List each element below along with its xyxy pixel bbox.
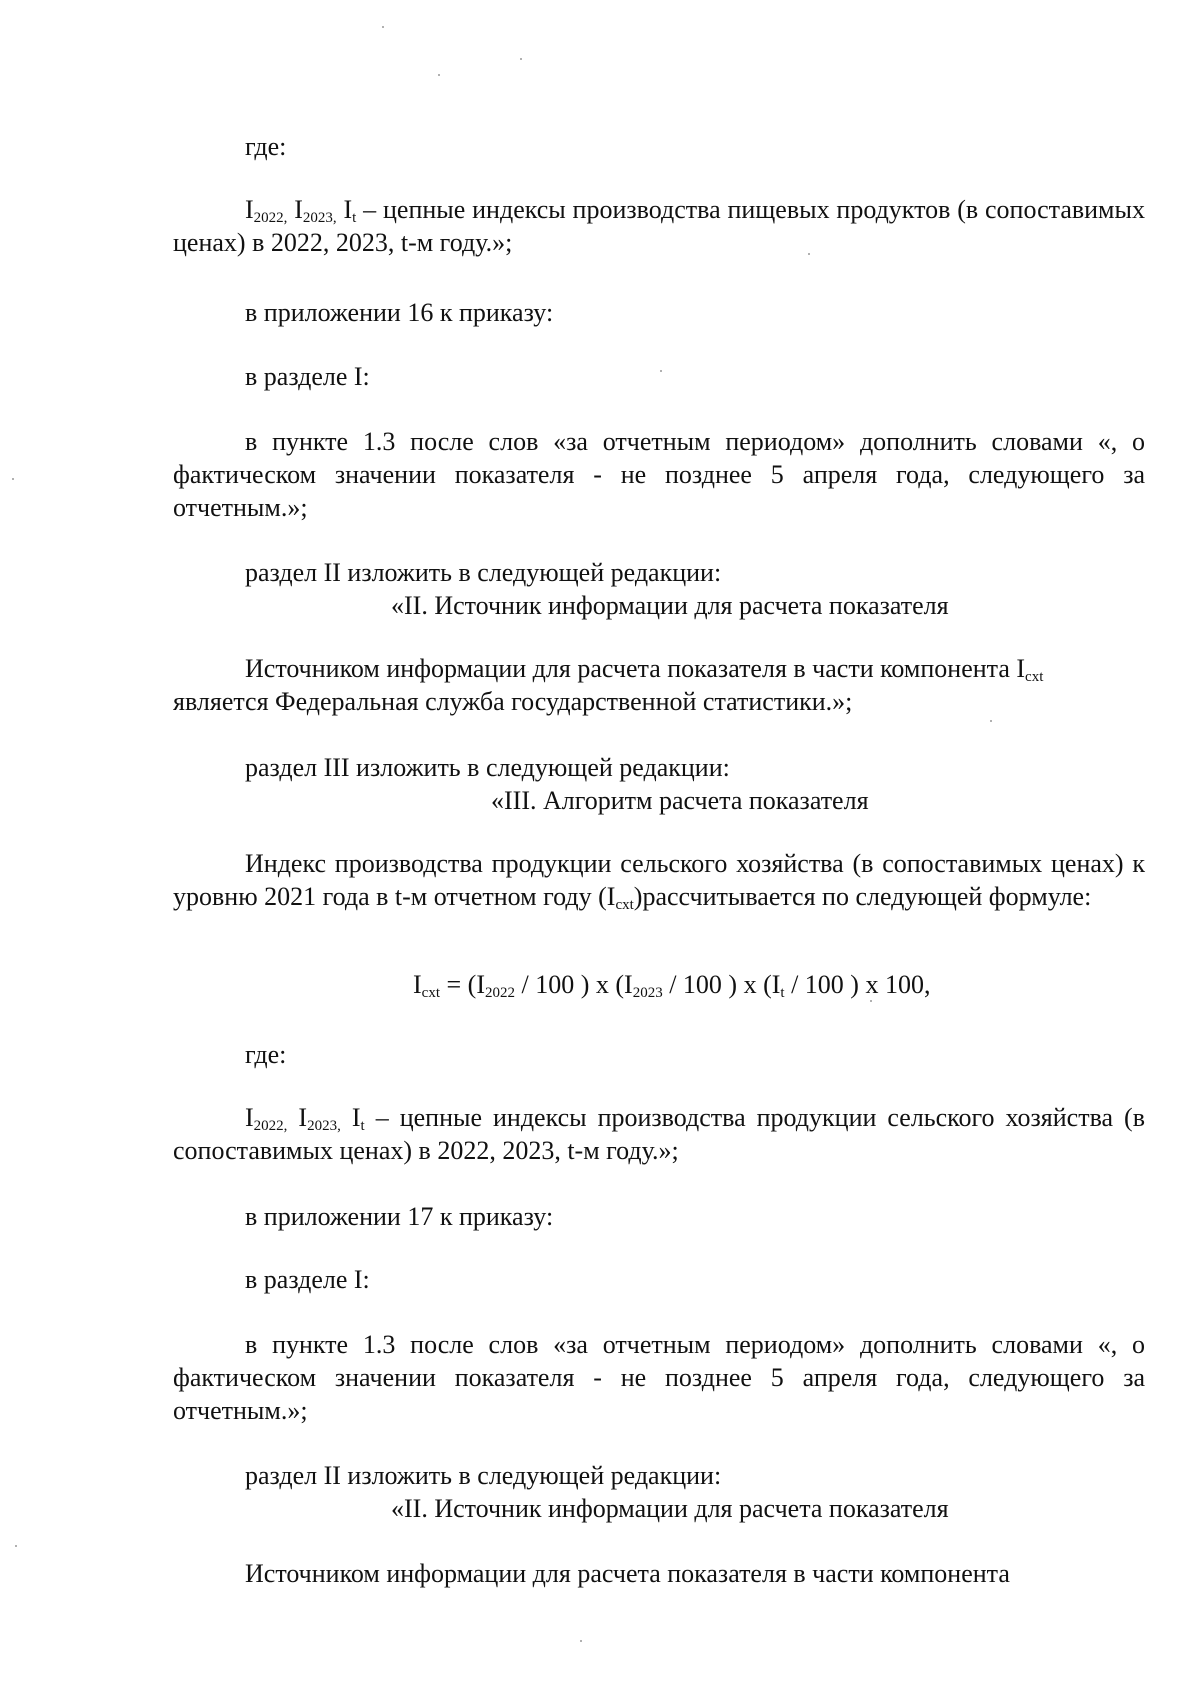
i2022-sub: 2022, [253,210,288,226]
heading-algorithm: «III. Алгоритм расчета показателя [491,786,869,815]
it-base: I [336,195,353,224]
food-indices-text: – цепные индексы производства пищевых продуктов (в сопоставимых ценах) в 2022, 2023, t-м году.»; [173,195,1145,257]
formula-lhs-sub: cxt [421,985,440,1001]
paragraph-algorithm [173,847,1145,913]
i2023-base-2: I [287,1103,308,1132]
scan-speck [808,253,810,255]
algorithm-text-2: )рассчитывается по следующей формуле: [633,882,1092,911]
scan-speck [870,1000,872,1002]
i2023-sub: 2023, [302,210,337,226]
paragraph-agri-indices [173,1101,1145,1167]
i2023-sub-2: 2023, [307,1118,341,1134]
paragraph-source-1 [173,652,1145,718]
appendix-17-line: в приложении 17 к приказу: [245,1202,554,1231]
cxt-sub-1: cxt [1025,669,1044,685]
scan-speck [382,26,384,28]
paragraph-source-2: Источником информации для расчета показателя в части компонента [245,1559,1010,1588]
appendix-16-line: в приложении 16 к приказу: [245,298,554,327]
formula [413,968,930,1001]
where-label-2: где: [245,1040,287,1069]
algorithm-text-1: Индекс производства продукции сельского хозяйства (в сопоставимых ценах) к уровню 2021 года в t-м отчетном году (I [173,849,1145,911]
formula-lhs: I [413,970,422,999]
section-ii-intro-1: раздел II изложить в следующей редакции: [245,558,722,587]
i2022-base: I [245,195,254,224]
cxt-sub-2: cxt [615,897,634,913]
it-base-2: I [340,1103,361,1132]
paragraph-point-1-3-a: в пункте 1.3 после слов «за отчетным периодом» дополнить словами «, о фактическом значении показателя - не позднее 5 апреля года, следующего за отчетным.»; [173,427,1145,522]
agri-indices-text: – цепные индексы производства продукции сельского хозяйства (в сопоставимых ценах) в 2022, 2023, t-м году.»; [173,1103,1145,1165]
formula-part-2: / 100 ) x (I [514,970,633,999]
i2023-base: I [287,195,303,224]
formula-sub-t: t [780,985,785,1001]
formula-sub-2022: 2022 [484,985,515,1001]
i2022-sub-2: 2022, [253,1118,288,1134]
it-sub-2: t [360,1118,365,1134]
it-sub: t [352,210,357,226]
heading-source-1: «II. Источник информации для расчета показателя [391,591,949,620]
formula-sub-2023: 2023 [632,985,663,1001]
source-text-1: Источником информации для расчета показателя в части компонента I [245,654,1026,683]
i2022-base-2: I [245,1103,254,1132]
heading-source-2: «II. Источник информации для расчета показателя [391,1494,949,1523]
formula-part-4: / 100 ) x 100, [784,970,931,999]
section-ii-intro-2: раздел II изложить в следующей редакции: [245,1461,722,1490]
section-i-line-2: в разделе I: [245,1265,370,1294]
scan-speck [580,1640,582,1642]
scan-speck [520,58,522,60]
section-iii-intro: раздел III изложить в следующей редакции: [245,753,730,782]
source-rest-1: является Федеральная служба государственной статистики.»; [173,687,853,716]
scan-speck [990,720,992,722]
paragraph-food-indices [173,193,1145,259]
paragraph-point-1-3-b: в пункте 1.3 после слов «за отчетным периодом» дополнить словами «, о фактическом значении показателя - не позднее 5 апреля года, следующего за отчетным.»; [173,1330,1145,1425]
scan-speck [660,370,662,372]
scan-speck [15,1545,17,1547]
scan-speck [438,74,440,76]
formula-part-1: = (I [440,970,485,999]
formula-part-3: / 100 ) x (I [662,970,781,999]
where-label-1: где: [245,132,287,161]
scan-speck [12,478,14,480]
section-i-line-1: в разделе I: [245,362,370,391]
